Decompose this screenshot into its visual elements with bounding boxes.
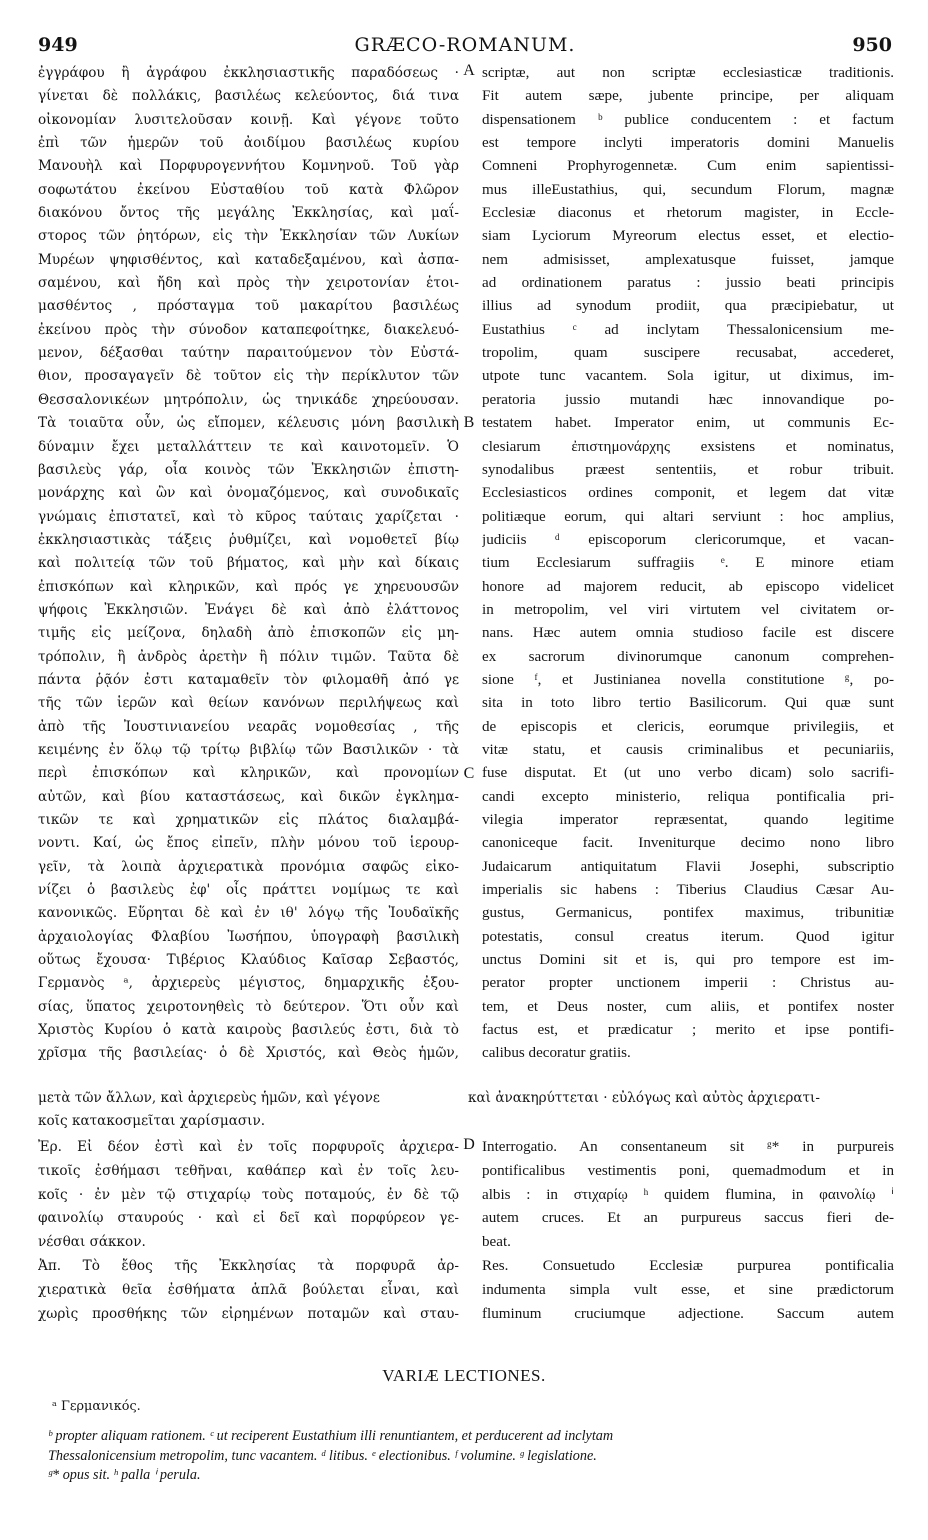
marker-d: D [463,1136,475,1153]
text-line: Interrogatio. An consentaneum sit ᵍ* in purpureis [482,1139,894,1155]
text-line: ex sacrorum divinorumque canonum comprehen- [482,648,894,665]
text-line: γίνεται δὲ πολλάκις, βασιλέως κελεύοντος, διά τινα [38,88,459,105]
text-line: candi excepto ministerio, reliqua pontificalia pri- [482,788,894,805]
text-line: clesiarum ἐπιστημονάρχης exsistens et nominatus, [482,438,894,455]
marker-c: C [463,765,475,782]
text-line: στορος τῶν ῥητόρων, εἰς τὴν Ἐκκλησίαν τῶν Λυκίων [38,228,459,245]
text-line: est tempore inclyti imperatoris domini Manuelis [482,135,894,152]
text-line: peratoria jussio mutandi hæc innovandique po- [482,391,894,408]
full-line-greek-right: καὶ ἀνακηρύττεται · εὐλόγως καὶ αὐτὸς ἀρχιερατι- [468,1090,820,1106]
text-line: διακόνου ὄντος τῆς μεγάλης Ἐκκλησίας, καὶ μαΐ- [38,205,459,222]
text-line: τιμῆς εἰς μείζονα, δηλαδὴ ἀπὸ ἐπισκοπῶν εἰς μη- [38,625,459,642]
text-line: illius ad synodum prodiit, qua præcipiebatur, ut [482,298,894,315]
text-line: Ecclesiæ diaconus et rhetorum magister, in Eccle- [482,205,894,222]
text-line: κοῖς · ἐν μὲν τῷ στιχαρίῳ τοὺς ποταμούς, ἐν δὲ τῷ [38,1186,459,1203]
text-line: perator propter unctionem imperii : Christus au- [482,975,894,992]
text-line: σοφωτάτου ἐκείνου Εὐσταθίου τοῦ κατὰ Φλῶρον [38,181,459,198]
text-line: calibus decoratur gratiis. [482,1045,631,1062]
text-line: autem cruces. Et an purpureus saccus fieri de- [482,1210,894,1227]
latin-column [482,62,894,1066]
text-line: ψήφοις Ἐκκλησιῶν. Ἐνάγει δὲ καὶ ἀπὸ ἐλάττονος [38,601,459,618]
text-line: Θεσσαλονικέων μητρόπολιν, ὡς τηνικάδε χηρεύουσαν. [38,391,459,408]
text-line: καὶ πολιτείᾳ τῶν τοῦ βήματος, καὶ μὴν καὶ δίκαις [38,555,459,572]
text-line: ἐπισκόπων καὶ κληρικῶν, καὶ πρός γε χηρευουσῶν [38,578,459,595]
marker-b: B [463,414,475,431]
text-line: χωρὶς προσθήκης τῶν εἰρημένων ποταμῶν καὶ σταυ- [38,1305,459,1322]
text-line: dispensationem ᵇ publice conducentem : et factum [482,111,894,128]
text-line: οὕτως ἔχουσα· Τιβέριος Κλαύδιος Καῖσαρ Σεβαστός, [38,952,459,969]
text-line: ἀρχαιολογίας Φλαβίου Ἰωσήπου, ὑπογραφὴ βασιλικὴ [38,928,459,945]
text-line: canoniceque facit. Inveniturque decimo nono libro [482,835,894,852]
text-line: γεῖν, τὰ λοιπὰ ἀρχιερατικὰ προνόμια σαφῶς εἰκο- [38,858,459,875]
text-line: ἐγγράφου ἢ ἀγράφου ἐκκλησιαστικῆς παραδόσεως · [38,65,459,81]
text-line: Eustathius ᶜ ad inclytam Thessalonicensium me- [482,321,894,338]
text-line: vitæ statu, et causis criminalibus et pecuniariis, [482,741,894,758]
text-line: indumenta simpla vult esse, et sine prædictorum [482,1281,894,1298]
text-line: scriptæ, aut non scriptæ ecclesiasticæ traditionis. [482,65,894,81]
full-width-line-2: κοῖς κατακοσμεῖται χαρίσμασιν. [38,1113,266,1129]
text-line: νέσθαι σάκκον. [38,1234,146,1251]
text-line: σίας, ὕπατος χειροτονηθεὶς τὸ δεύτερον. Ὅτι οὖν καὶ [38,998,459,1015]
text-line: synodalibus præest sententiis, et robur tribuit. [482,461,894,478]
text-line: beat. [482,1234,511,1251]
text-line: gustus, Germanicus, pontifex maximus, tribunitiæ [482,905,894,922]
text-line: mus illeEustathius, qui, secundum Florum, magnæ [482,181,894,198]
text-line: ἀπὸ τῆς Ἰουστινιανείου νεαρᾶς νομοθεσίας , τῆς [38,718,459,735]
text-line: χιερατικὰ θεῖα ἐσθήματα ἁπλᾶ βούλεται εἶναι, καὶ [38,1281,459,1298]
text-line: φαινολίῳ σταυρούς · καὶ εἰ δεῖ καὶ πορφύρεον γε- [38,1210,459,1227]
text-line: Judaicarum antiquitatum Flavii Josephi, subscriptio [482,858,894,875]
text-line: nans. Hæc autem omnia studioso facile est discere [482,625,894,642]
text-line: tium Ecclesiarum suffragiis ᵉ. E minore etiam [482,555,894,572]
text-line: sione ᶠ, et Justinianea novella constitutione ᵍ, po- [482,671,894,688]
text-line: in metropolim, vel viri virtutem vel civitatem or- [482,601,894,618]
text-line: Ἀπ. Τὸ ἔθος τῆς Ἐκκλησίας τὰ πορφυρᾶ ἀρ- [38,1257,459,1274]
text-line: σαμένου, καὶ ἤδη καὶ πρὸς τὴν χειροτονίαν ἑτοι- [38,275,459,292]
text-line: οἰκονομίαν λυσιτελοῦσαν κοινῇ. Καὶ γέγονε τοῦτο [38,111,459,128]
text-line: de episcopis et clericis, eorumque privilegiis, et [482,718,894,735]
text-line: τῆς τῶν ἱερῶν καὶ θείων κανόνων περιλήψεως καὶ [38,695,459,712]
text-line: utpote tunc vacantem. Sola igitur, ut diximus, im- [482,368,894,385]
text-line: μασθέντος , πρόσταγμα τοῦ μακαρίτου βασιλέως [38,298,459,315]
text-line: κειμένης ἐν ὅλῳ τῷ τρίτῳ βιβλίῳ τῶν Βασιλικῶν · τὰ [38,741,459,758]
greek-column-2 [38,1136,459,1326]
text-line: κανονικῶς. Εὕρηται δὲ καὶ ἐν ιθ' λόγῳ τῆς Ἰουδαϊκῆς [38,905,459,922]
text-line: νοντι. Καί, ὡς ἔπος εἰπεῖν, πλὴν μόνου τοῦ ἱερουρ- [38,835,459,852]
page-number-right: 950 [852,34,892,56]
running-title: GRÆCO-ROMANUM. [354,34,576,56]
text-line: χρῖσμα τῆς βασιλείας· ὁ δὲ Χριστός, καὶ Θεὸς ἡμῶν, [38,1045,459,1062]
text-line: Μυρέων ψηφισθέντος, καὶ καταδεξαμένου, καὶ ἀσπα- [38,251,459,268]
text-line: Ecclesiasticos ordines componit, et legem dat vitæ [482,485,894,502]
page-number-left: 949 [38,34,78,56]
text-line: Μανουὴλ καὶ Πορφυρογεννήτου Κομνηνοῦ. Τοῦ γὰρ [38,158,459,175]
text-line: Χριστὸς Κυρίου ὁ κατὰ καιροὺς βασιλεύς ἐστι, διὰ τὸ [38,1022,459,1039]
text-line: Fit autem sæpe, jubente principe, per aliquam [482,88,894,105]
text-line: γνώμαις ἐπιστατεῖ, καὶ τὸ κῦρος ταύταις χαρίζεται · [38,508,459,525]
text-line: τικοῖς ἐσθήμασι τεθῆναι, καθάπερ καὶ ἐν τοῖς λευ- [38,1162,459,1179]
marker-a: A [463,62,475,79]
text-line: judiciis ᵈ episcoporum clericorumque, et vacan- [482,531,894,548]
text-line: δύναμιν ἔχει μεταλλάττειν τε καὶ καινοτομεῖν. Ὁ [38,438,459,455]
full-line-greek-left: μετὰ τῶν ἄλλων, καὶ ἀρχιερεὺς ἡμῶν, καὶ γέγονε [38,1090,380,1106]
text-line: vilegia imperator repræsentat, quando legitime [482,812,894,828]
text-line: βασιλεὺς γάρ, οἷα κοινὸς τῶν Ἐκκλησιῶν ἐπιστη- [38,461,459,478]
text-line: τρόπολιν, ἢ ἀνδρὸς ἀρετὴν ἢ πόλιν τιμῶν. Ταῦτα δὲ [38,648,459,665]
text-line: sita in toto libro tertio Basilicorum. Qui quæ sunt [482,695,894,712]
text-line: potestatis, consul creatus iterum. Quod igitur [482,928,894,945]
text-line: tropolim, quam suscipere recusabat, accederet, [482,345,894,362]
latin-column-2 [482,1136,894,1326]
text-line: politiæque eorum, qui altari serviunt : hoc amplius, [482,508,894,525]
text-line: ἐκκλησιαστικὰς τάξεις ῥυθμίζει, καὶ νομοθετεῖ βίῳ [38,531,459,548]
variae-lectiones-heading: VARIÆ LECTIONES. [382,1366,546,1385]
text-line: imperialis sic habens : Tiberius Claudius Cæsar Au- [482,882,894,899]
text-line: μονάρχης καὶ ὢν καὶ ὀνομαζόμενος, καὶ συνοδικαῖς [38,485,459,502]
text-line: πάντα ῥᾷόν ἐστι καταμαθεῖν τὸν φιλομαθῆ ἀπό γε [38,671,459,688]
text-line: testatem habet. Imperator enim, ut communis Ec- [482,415,894,432]
text-line: θιον, προσαγαγεῖν δὲ τοῦτον εἰς τὴν περίκλυτον τῶν [38,368,459,385]
greek-column [38,62,459,1066]
text-line: περὶ ἐπισκόπων καὶ κληρικῶν, καὶ προνομίων [38,765,459,782]
text-line: τικῶν τε καὶ χρηματικῶν εἰς πλάτος διαλαμβά- [38,812,459,828]
text-line: siam Lyciorum Myreorum electus esset, et electio- [482,228,894,245]
text-line: ἐκείνου πρὸς τὴν σύνοδον καταπεφοίτηκε, διακελευό- [38,321,459,338]
text-line: fuse disputat. Et (ut uno verbo dicam) solo sacrifi- [482,765,894,782]
text-line: Ἐρ. Εἰ δέον ἐστὶ καὶ ἐν τοῖς πορφυροῖς ἀρχιερα- [38,1139,459,1155]
footnote-line: ᵍ* opus sit. ʰ palla ⁱ perula. [48,1467,201,1483]
page-header [38,34,892,58]
text-line: honore ad majorem reducit, ab episcopo videlicet [482,578,894,595]
text-line: Comneni Prophyrogennetæ. Cum enim sapientissi- [482,158,894,175]
text-line: ἐπὶ τῶν ἡμερῶν τοῦ ἀοιδίμου βασιλέως κυρίου [38,135,459,152]
text-line: pontificalibus vestimentis poni, quemadmodum et in [482,1162,894,1179]
footnote-greek: ᵃ Γερμανικός. [52,1399,141,1414]
footnote-line: ᵇ propter aliquam rationem. ᶜ ut reciperent Eustathium illi renuntiantem, et perducerent ad inclytam [48,1428,614,1444]
text-line: Τὰ τοιαῦτα οὖν, ὡς εἴπομεν, κέλευσις μόνη βασιλικὴ [38,415,459,432]
text-line: factus est, et prædicatur ; merito et ipse pontifi- [482,1022,894,1039]
text-line: albis : in στιχαρίῳ ʰ quidem flumina, in φαινολίῳ ⁱ [482,1186,894,1203]
footnote-line: Thessalonicensium metropolim, tunc vacantem. ᵈ litibus. ᵉ electionibus. ᶠ volumine. ᵍ legislatione. [48,1448,597,1464]
text-line: unctus Domini sit et is, qui pro tempore est im- [482,952,894,969]
text-line: Res. Consuetudo Ecclesiæ purpurea pontificalia [482,1257,894,1274]
text-line: ad ordinationem paratus : jussio beati principis [482,275,894,292]
text-line: tem, et Deus noster, cum aliis, et pontifex noster [482,998,894,1015]
text-line: νίζει ὁ βασιλεὺς ἐφ' οἷς πράττει νομίμως τε καὶ [38,882,459,899]
text-line: nem admisisset, amplexatusque fuisset, jamque [482,251,894,268]
text-line: fluminum cruciumque adjectione. Saccum autem [482,1305,894,1322]
text-line: αὐτῶν, καὶ βίου καταστάσεως, καὶ δικῶν ἐγκλημα- [38,788,459,805]
text-line: Γερμανὸς ᵃ, ἀρχιερεὺς μέγιστος, δημαρχικῆς ἐξου- [38,975,459,992]
text-line: μενον, δέξασθαι ταύτην παραιτούμενον τὸν Εὐστά- [38,345,459,362]
